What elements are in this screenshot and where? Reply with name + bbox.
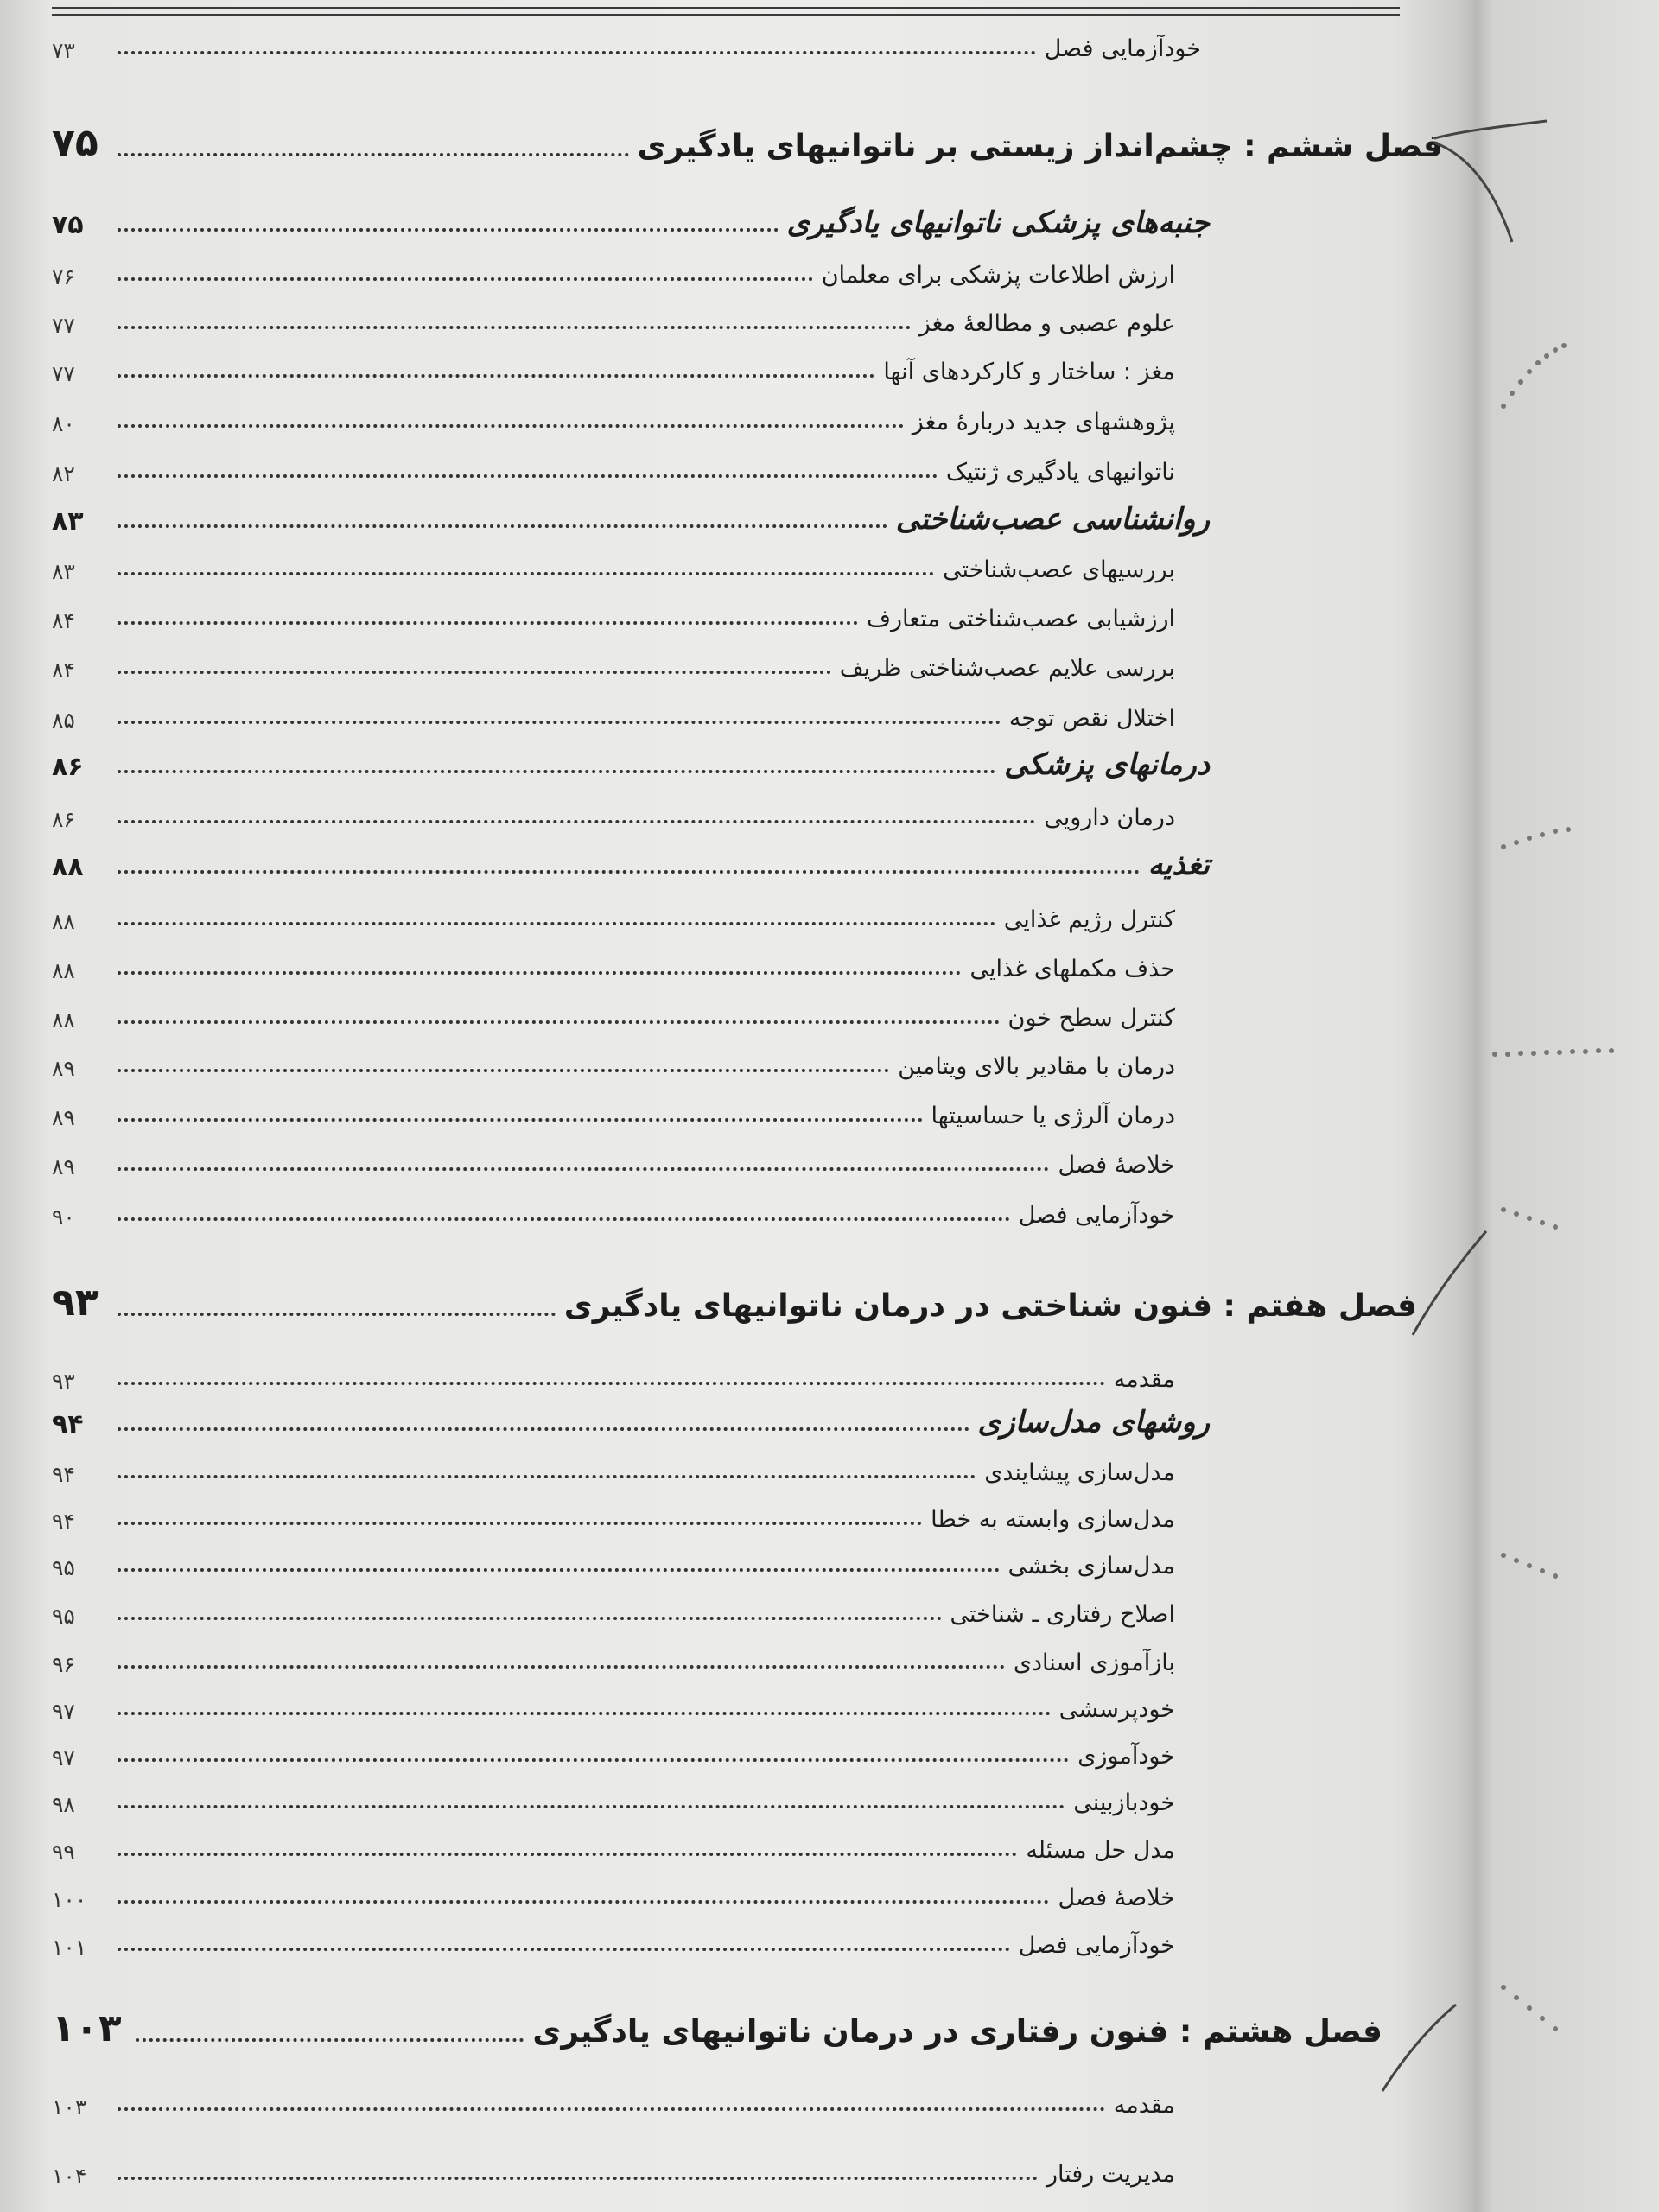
dot-leader [118,1900,1049,1904]
toc-section [52,1394,1210,1439]
page-number: ۱۰۱ [52,1934,87,1960]
page-number: ۷۵ [52,210,84,240]
toc-entry [52,2143,1175,2188]
page-number: ۸۰ [52,410,75,436]
dot-leader [118,524,887,528]
page-number: ۹۵ [52,1554,75,1580]
toc-entry [52,340,1175,385]
page-number: ۱۰۳ [52,2005,122,2050]
dot-leader [136,2038,524,2042]
entry-title: درمان با مقادیر بالای ویتامین [898,1053,1175,1081]
dot-leader [118,374,874,378]
entry-title: روانشناسی عصب‌شناختی [895,501,1210,537]
toc-chapter [52,119,1443,164]
page-number: ۹۷ [52,1698,75,1724]
dot-leader [118,153,629,156]
page-number: ۹۷ [52,1745,75,1770]
dot-leader [118,2177,1038,2180]
page-number: ۸۴ [52,657,75,683]
dot-leader [118,671,831,674]
page-number: ۸۹ [52,1154,75,1179]
entry-title: درمان آلرژی یا حساسیتها [931,1103,1175,1130]
toc-entry [52,1134,1175,1179]
page-number: ۸۵ [52,707,75,733]
page-number: ۸۴ [52,607,75,633]
page-number: ۱۰۳ [52,2094,87,2120]
toc-section [52,491,1210,536]
entry-title: فصل ششم : چشم‌انداز زیستی بر ناتوانیهای یادگیری [637,129,1443,165]
page-number: ۱۰۴ [52,2163,87,2189]
entry-title: مغز : ساختار و کارکردهای آنها [883,359,1175,386]
entry-title: تغذیه [1147,847,1210,882]
entry-title: اصلاح رفتاری ـ شناختی [950,1601,1175,1629]
toc-entry [52,588,1175,632]
dot-leader [118,1758,1069,1762]
entry-title: درمان دارویی [1044,804,1175,832]
dot-leader [118,1069,889,1072]
entry-title: مدل‌سازی بخشی [1007,1553,1175,1580]
entry-title: بررسی علایم عصب‌شناختی ظریف [839,655,1175,683]
entry-title: فصل هشتم : فنون رفتاری در درمان ناتوانیهای یادگیری [532,2014,1382,2050]
entry-title: درمانهای پزشکی [1004,747,1210,782]
page-number: ۹۴ [52,1508,75,1534]
entry-title: اختلال نقص توجه [1008,705,1175,733]
toc-chapter [52,2005,1382,2050]
toc-entry [52,987,1175,1032]
page-number: ۹۳ [52,1368,75,1394]
page-number: ۷۵ [52,120,99,165]
toc-entry [52,538,1175,583]
entry-title: خلاصهٔ فصل [1058,1885,1175,1912]
dot-leader [118,1475,976,1478]
entry-title: مدل‌سازی پیشایندی [984,1459,1175,1487]
entry-title: خودآموزی [1077,1743,1175,1770]
page-number: ۹۸ [52,1791,75,1817]
toc-entry [52,2074,1175,2119]
toc-entry [52,938,1175,982]
page-number: ۸۸ [52,908,75,934]
dot-leader [118,572,934,575]
toc-entry [52,292,1175,337]
toc-entry [52,1678,1175,1723]
toc-entry [52,1488,1175,1533]
entry-title: مدیریت رفتار [1046,2161,1175,2189]
entry-title: فصل هفتم : فنون شناختی در درمان ناتوانیهای یادگیری [563,1288,1417,1325]
entry-title: ارزشیابی عصب‌شناختی متعارف [866,606,1175,633]
dot-leader [118,1665,1005,1669]
dot-leader [118,1118,923,1122]
toc-section [52,736,1210,781]
toc-entry [52,1184,1175,1229]
dot-leader [118,870,1140,874]
entry-title: خودآزمایی فصل [1018,1932,1175,1960]
page-number: ۹۰ [52,1204,75,1230]
toc-entry [52,1583,1175,1628]
entry-title: ارزش اطلاعات پزشکی برای معلمان [821,262,1175,289]
dot-leader [118,721,1001,724]
toc-entry [52,1084,1175,1129]
toc-entry [52,1035,1175,1080]
toc-entry [52,1725,1175,1770]
toc-entry [52,1348,1175,1393]
entry-title: خودآزمایی فصل [1018,1202,1175,1230]
toc-entry [52,687,1175,732]
page-number: ۸۸ [52,852,84,882]
dot-leader [118,1427,969,1431]
page-number: ۸۳ [52,558,75,584]
dot-leader [118,1217,1010,1221]
entry-title: مقدمه [1113,2092,1175,2120]
dot-leader [118,1568,1000,1572]
dot-leader [118,1617,942,1620]
page-number: ۸۲ [52,461,75,486]
page-number: ۹۴ [52,1409,84,1440]
dot-leader [118,621,858,625]
toc-entry [52,441,1175,486]
toc-chapter [52,1279,1417,1324]
toc-entry [52,786,1175,831]
dot-leader [118,424,904,428]
toc-entry [52,1771,1175,1816]
page-number: ۷۳ [52,37,75,63]
entry-title: مدل حل مسئله [1026,1837,1175,1865]
toc-entry [52,888,1175,933]
dot-leader [118,1853,1017,1856]
page-number: ۸۳ [52,506,84,537]
toc-entry [52,1535,1175,1580]
dot-leader [118,1167,1049,1171]
dot-leader [118,1712,1051,1715]
toc-entry [52,1441,1175,1486]
entry-title: روشهای مدل‌سازی [977,1404,1210,1440]
entry-title: خودآزمایی فصل [1044,35,1201,63]
entry-title: پژوهشهای جدید دربارهٔ مغز [912,409,1175,436]
page-number: ۷۶ [52,264,75,289]
entry-title: حذف مکملهای غذایی [969,956,1175,983]
dot-leader [118,1522,922,1525]
entry-title: جنبه‌های پزشکی ناتوانیهای یادگیری [786,205,1210,240]
dot-leader [118,277,813,281]
entry-title: کنترل سطح خون [1007,1005,1175,1033]
entry-title: بازآموزی اسنادی [1013,1649,1175,1677]
toc-entry [52,244,1175,289]
adjacent-page-dots [1478,0,1659,2212]
toc-entry [52,1631,1175,1676]
dot-leader [118,51,1036,54]
page-number: ۱۰۰ [52,1886,87,1912]
toc-entry [52,637,1175,682]
dot-leader [118,1020,1000,1024]
entry-title: مقدمه [1113,1366,1175,1394]
toc-entry [52,17,1201,62]
page-number: ۸۶ [52,806,75,832]
page-number: ۸۸ [52,957,75,983]
toc-entry [52,1819,1175,1864]
page-number: ۹۴ [52,1461,75,1487]
page-number: ۹۳ [52,1280,99,1325]
dot-leader [118,228,779,232]
page-number: ۹۶ [52,1651,75,1677]
dot-leader [118,1382,1105,1385]
toc-entry [52,1866,1175,1911]
dot-leader [118,820,1035,823]
page-number: ۸۹ [52,1055,75,1081]
toc-section [52,836,1210,881]
dot-leader [118,770,995,773]
page-number: ۸۸ [52,1007,75,1033]
dot-leader [118,2107,1105,2111]
page-number: ۷۷ [52,360,75,386]
entry-title: بررسیهای عصب‌شناختی [943,556,1175,584]
toc-section [52,194,1210,239]
page-number: ۸۶ [52,752,84,782]
dot-leader [118,1948,1010,1951]
dot-leader [118,971,961,975]
toc-entry [52,391,1175,435]
dot-leader [118,1805,1065,1808]
page-number: ۹۵ [52,1603,75,1629]
entry-title: خودپرسشی [1058,1696,1175,1724]
entry-title: مدل‌سازی وابسته به خطا [931,1506,1175,1534]
dot-leader [118,1313,556,1316]
dot-leader [118,922,995,925]
dot-leader [118,326,911,329]
entry-title: خودبازبینی [1073,1789,1175,1817]
entry-title: کنترل رژیم غذایی [1003,906,1175,934]
entry-title: ناتوانیهای یادگیری ژنتیک [945,459,1175,486]
entry-title: خلاصهٔ فصل [1058,1152,1175,1179]
page-number: ۸۹ [52,1104,75,1130]
dot-leader [118,474,938,478]
page-number: ۷۷ [52,312,75,338]
toc-entry [52,1914,1175,1959]
entry-title: علوم عصبی و مطالعهٔ مغز [918,310,1175,338]
page-number: ۹۹ [52,1839,75,1865]
